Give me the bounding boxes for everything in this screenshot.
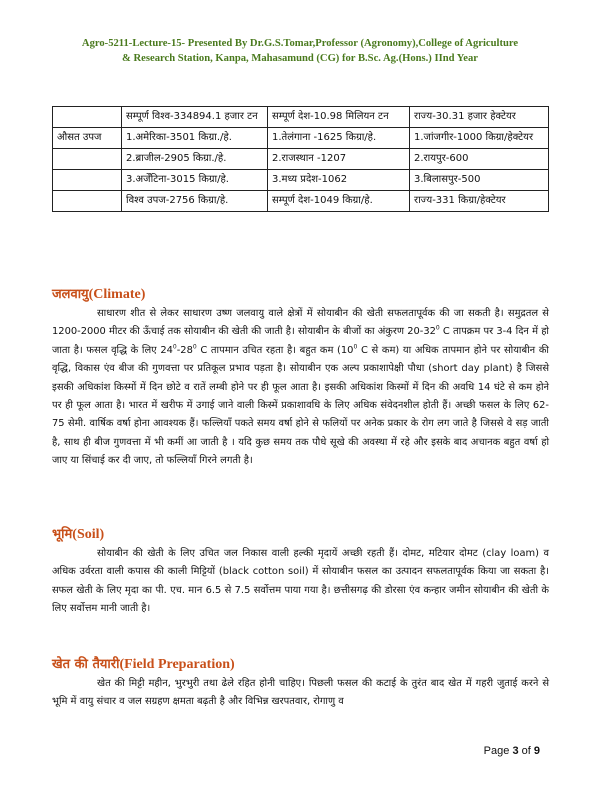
climate-text-4: C तापमान उचित रहता है। बहुत कम (10 [196, 344, 354, 356]
climate-text-2: C तापक्रम पर 3-4 दिन में हो जाता है। फसल वृद्धि के लिए 24 [52, 326, 549, 356]
climate-text-5: C से कम) या अधिक तापमान होने पर सोयाबीन की वृद्धि, विकास एंव बीज की गुणवत्ता पर प्रतिकूल प्रभाव पड़ता है। सोयाबीन एक अल्प प्रकाशापेक्षी पौधा (short day plant) है जिससे इसकी अधिकांश किस्मों में दिन छोटे व रातें लम्बी होने पर ही फूल आता है। इसकी अधिकांश किस्मों में दिन की अवधि 14 घंटे से कम होने पर ही फूल आता है। भारत में खरीफ में उगाई जाने वाली किस्में प्रकाशावधि के लिए अधिक संवेदनशील होती हैं। अच्छी फसल के लिए 62-75 सेमी. वार्षिक वर्षा होना आवश्यक हैं। फल्लियाँ पकते समय वर्षा होने से फलियों पर अनेक प्रकार के रोग लग जाते है जिससे वे सड़ जाती है, साथ ही बीज गुणवत्ता में भी कमीं आ जाती है । यदि कुछ समय तक पौधे सूखे की अवस्था में रहे और इसके बाद अचानक बहुत वर्षा हो जाए या सिंचाई कर दी जाए, तो फल्लियाँ गिरने लगती है। [52, 344, 549, 467]
table-cell: 1.जांजगीर-1000 किग्रा/हेक्टेयर [410, 128, 549, 149]
header-line-2: & Research Station, Kanpa, Mahasamund (CG) for B.Sc. Ag.(Hons.) IInd Year [122, 53, 478, 64]
table-cell: 1.तेलंगाना -1625 किग्रा/हे. [268, 128, 410, 149]
table-cell: 3.अर्जेंटिना-3015 किग्रा/हे. [122, 170, 268, 191]
table-cell [53, 107, 122, 128]
page-label: Page [483, 745, 510, 757]
table-row [53, 107, 549, 128]
page-of: of [521, 745, 531, 757]
soil-paragraph: सोयाबीन की खेती के लिए उचित जल निकास वाली हल्की मृदायें अच्छी रहती हैं। दोमट, मटियार दोमट (clay loam) व अधिक उर्वरता वाली कपास की काली मिट्टियों (black cotton soil) में सोयाबीन फसल का उत्पादन सफलतापूर्वक किया जा सकता है। सफल खेती के लिए मृदा का पी. एच. मान 6.5 से 7.5 सर्वोत्तम पाया गया है। छत्तीसगढ़ की डोरसा एंव कन्हार जमीन सोयाबीन की खेती के लिए सर्वोत्तम मानी जाती है। [52, 548, 549, 615]
degree-sup-4: 0 [353, 343, 358, 351]
climate-heading [52, 286, 145, 304]
climate-text-3: -28 [176, 344, 193, 356]
header-line-1: Agro-5211-Lecture-15- Presented By Dr.G.S.Tomar,Professor (Agronomy),College of Agriculture [81, 38, 519, 49]
table-cell: राज्य-331 किग्रा/हेक्टेयर [410, 191, 549, 212]
climate-text-1: साधारण शीत से लेकर साधारण उष्ण जलवायु वाले क्षेत्रों में सोयाबीन की खेती सफलतापूर्वक की जा सकती है। समुद्रतल से 1200-2000 मीटर की ऊँचाई तक सोयाबीन की खेती की जाती है। सोयाबीन के बीजों का अंकुरण 20-32 [52, 308, 549, 338]
climate-heading-english: (Climate) [88, 287, 146, 302]
soil-heading-english: (Soil) [72, 527, 105, 542]
table-cell: 3.बिलासपुर-500 [410, 170, 549, 191]
field-heading-hindi: खेत की तैयारी [52, 657, 120, 672]
page-header [60, 36, 540, 66]
production-yield-table [52, 106, 549, 212]
table-cell: 2.रायपुर-600 [410, 149, 549, 170]
climate-paragraph [52, 305, 549, 471]
page-footer [484, 745, 540, 757]
table-cell [53, 191, 122, 212]
table-cell: सम्पूर्ण देश-10.98 मिलियन टन [268, 107, 410, 128]
field-preparation-heading [52, 656, 235, 674]
degree-sup-1: 0 [435, 325, 440, 333]
table-cell [53, 170, 122, 191]
table-row [53, 149, 549, 170]
table-row [53, 191, 549, 212]
soil-heading [52, 526, 104, 544]
field-preparation-paragraph: खेत की मिट्टी महीन, भुरभुरी तथा ढेले रहित होनी चाहिए। पिछली फसल की कटाई के तुरंत बाद खेत में गहरी जुताई करने से भूमि में वायु संचार व जल सग्रहण क्षमता बढ़ती है और विभिन्न खरपतवार, रोगाणु व [52, 678, 549, 708]
table-cell: राज्य-30.31 हजार हेक्टेयर [410, 107, 549, 128]
table-cell: 3.मध्य प्रदेश-1062 [268, 170, 410, 191]
table-row [53, 128, 549, 149]
field-heading-english: (Field Preparation) [119, 657, 235, 672]
table-row [53, 170, 549, 191]
page-total: 9 [533, 745, 540, 757]
table-cell: 1.अमेरिका-3501 किग्रा./हे. [122, 128, 268, 149]
table-cell: विश्व उपज-2756 किग्रा/हे. [122, 191, 268, 212]
table-cell: 2.ब्राजील-2905 किग्रा./हे. [122, 149, 268, 170]
table-cell [53, 149, 122, 170]
table-cell: 2.राजस्थान -1207 [268, 149, 410, 170]
table-cell: सम्पूर्ण विश्व-334894.1 हजार टन [122, 107, 268, 128]
soil-heading-hindi: भूमि [52, 527, 73, 542]
degree-sup-2: 0 [172, 343, 177, 351]
climate-heading-hindi: जलवायु [52, 287, 89, 302]
table-cell: औसत उपज [53, 128, 122, 149]
degree-sup-3: 0 [192, 343, 197, 351]
page-number: 3 [512, 745, 519, 757]
table-cell: सम्पूर्ण देश-1049 किग्रा/हे. [268, 191, 410, 212]
